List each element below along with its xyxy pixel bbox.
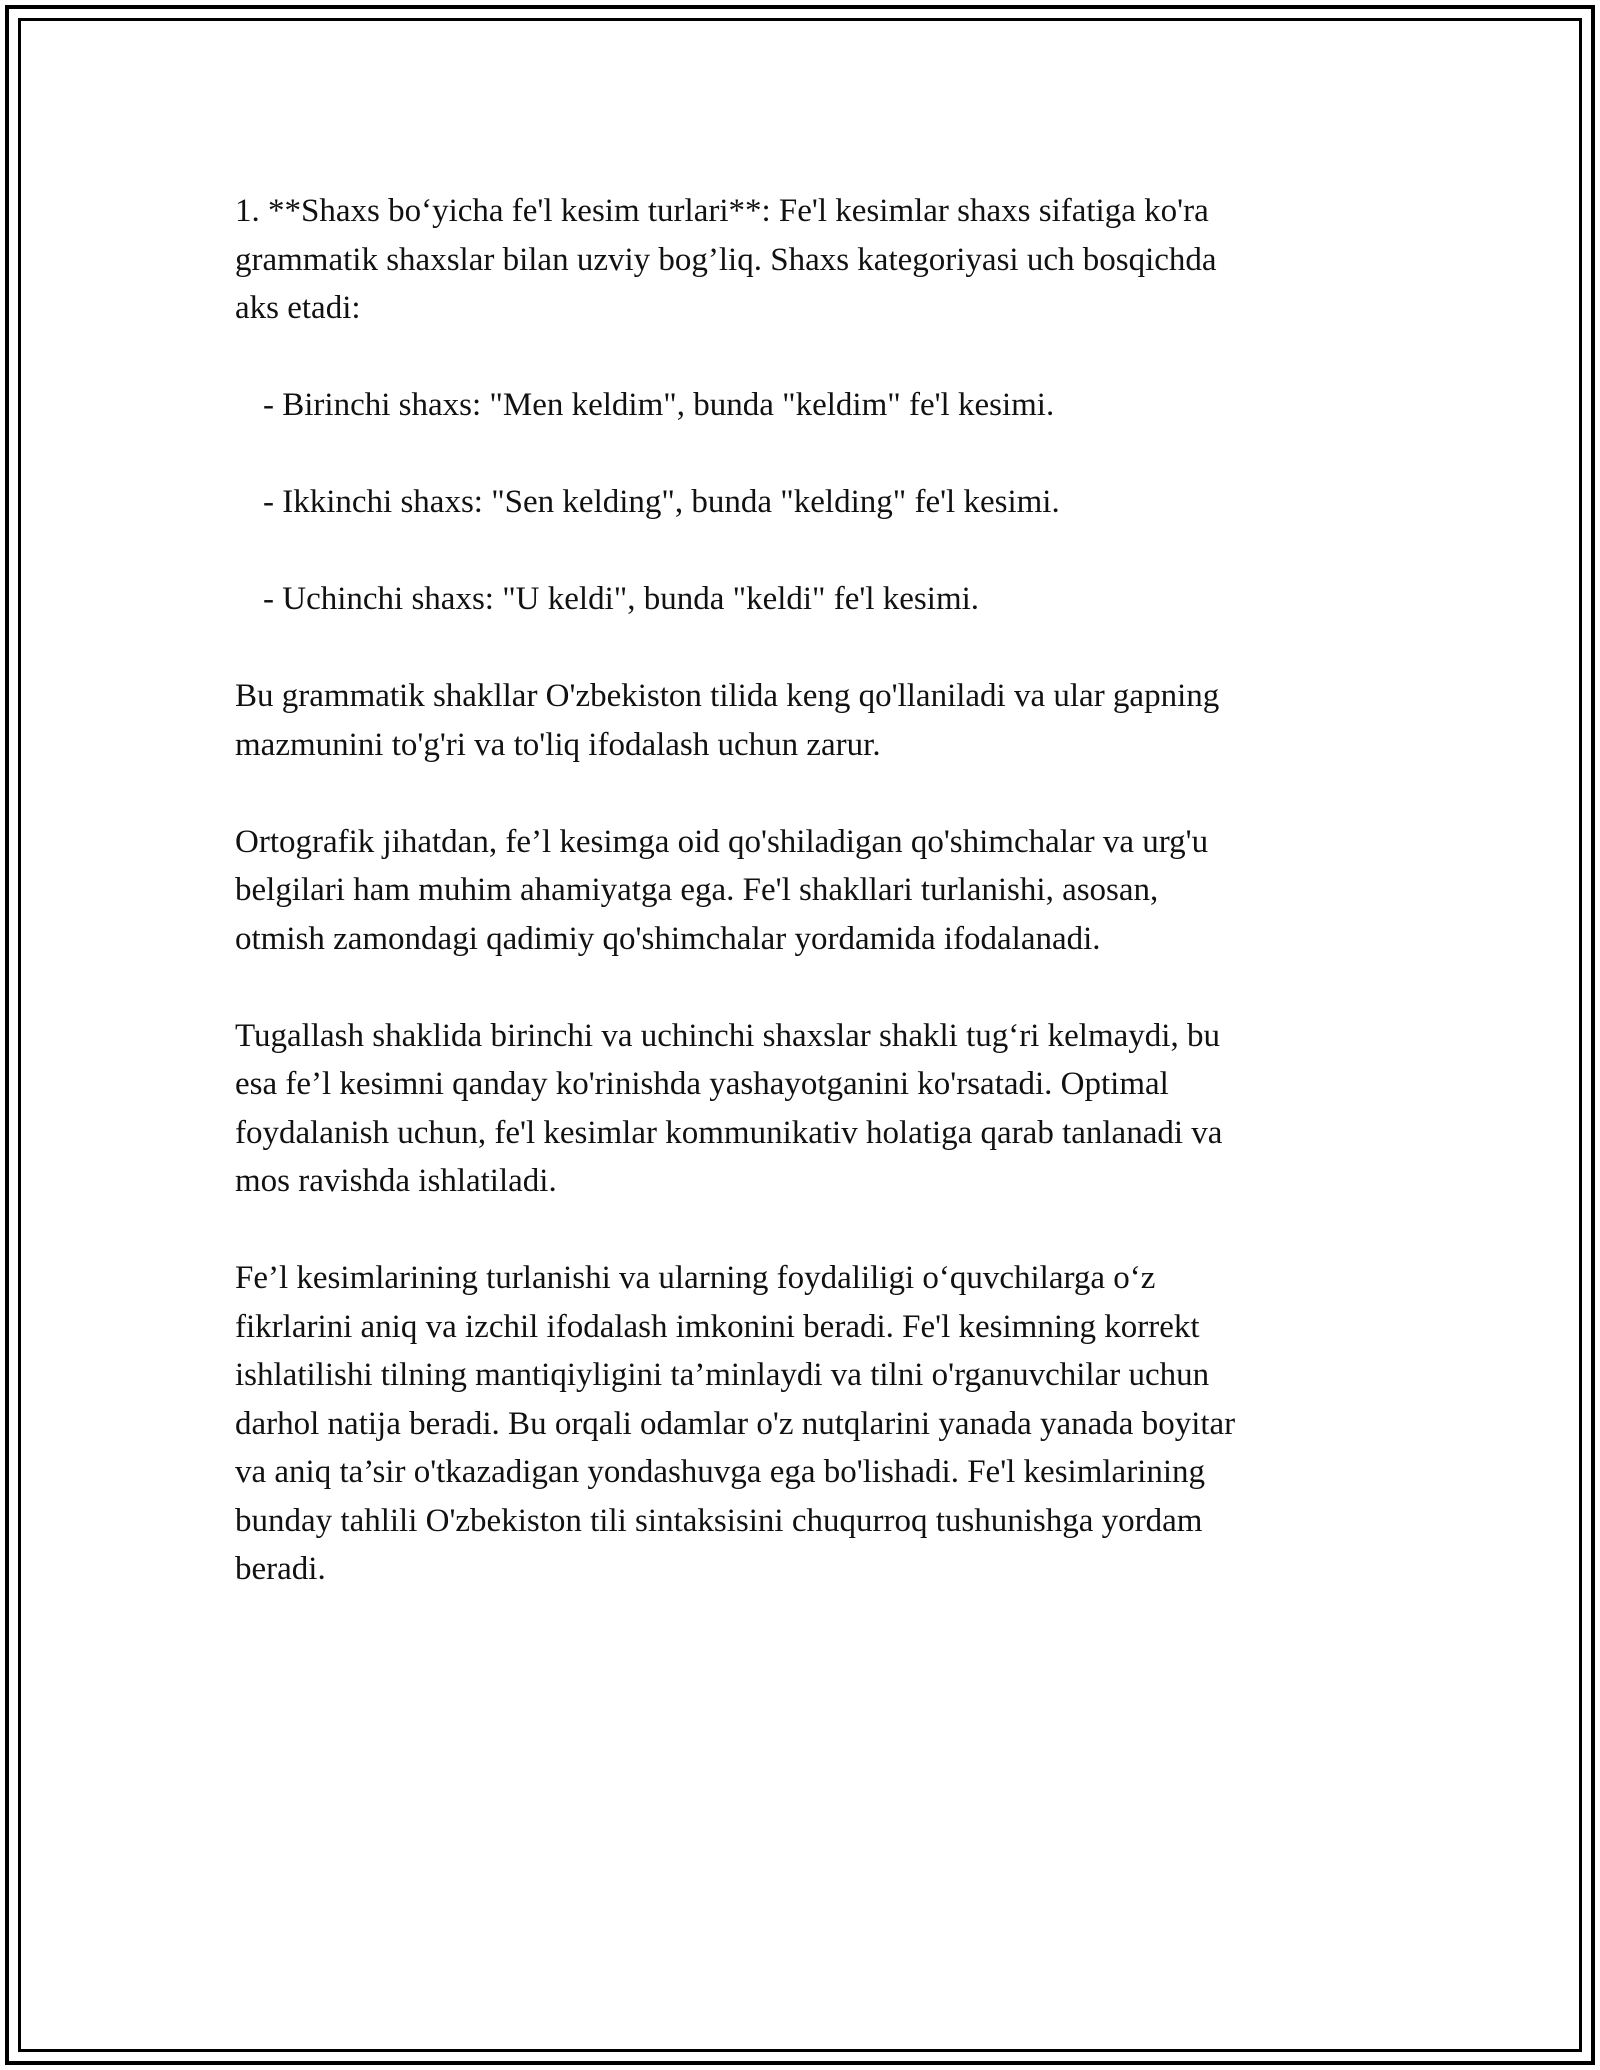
bullet-second-person: - Ikkinchi shaxs: "Sen kelding", bunda "kelding" fe'l kesimi. xyxy=(263,484,1060,520)
paragraph-gap xyxy=(235,430,1355,479)
paragraph-gap xyxy=(235,769,1355,818)
intro-paragraph xyxy=(235,187,1355,333)
text-line: Bu grammatik shakllar O'zbekiston tilida keng qo'llaniladi va ular gapning xyxy=(235,678,1220,714)
document-body xyxy=(235,187,1355,1594)
paragraph-gap xyxy=(235,963,1355,1012)
text-line: va aniq ta’sir o'tkazadigan yondashuvga ega bo'lishadi. Fe'l kesimlarining xyxy=(235,1454,1206,1490)
text-line: mazmunini to'g'ri va to'liq ifodalash uchun zarur. xyxy=(235,726,881,763)
text-line: ishlatilishi tilning mantiqiyligini ta’minlaydi va tilni o'rganuvchilar uchun xyxy=(235,1357,1210,1393)
paragraph-completion-form xyxy=(235,1012,1355,1206)
text-line: mos ravishda ishlatiladi. xyxy=(235,1163,557,1199)
bullet-third-person: - Uchinchi shaxs: "U keldi", bunda "keldi" fe'l kesimi. xyxy=(263,581,980,617)
text-line: aks etadi: xyxy=(235,290,361,326)
text-line: Fe’l kesimlarining turlanishi va ularning foydaliligi o‘quvchilarga o‘z xyxy=(235,1260,1156,1296)
text-line: 1. **Shaxs bo‘yicha fe'l kesim turlari**: Fe'l kesimlar shaxs sifatiga ko'ra xyxy=(235,193,1209,229)
paragraph-gap xyxy=(235,527,1355,576)
text-line: Ortografik jihatdan, fe’l kesimga oid qo'shiladigan qo'shimchalar va urg'u xyxy=(235,823,1209,860)
text-line: otmish zamondagi qadimiy qo'shimchalar yordamida ifodalanadi. xyxy=(235,920,1101,957)
text-line: foydalanish uchun, fe'l kesimlar kommunikativ holatiga qarab tanlanadi va xyxy=(235,1114,1223,1151)
paragraph-orthography xyxy=(235,818,1355,964)
text-line: belgilari ham muhim ahamiyatga ega. Fe'l shakllari turlanishi, asosan, xyxy=(235,872,1159,908)
text-line: beradi. xyxy=(235,1551,326,1587)
paragraph-gap xyxy=(235,624,1355,673)
text-line: Tugallash shaklida birinchi va uchinchi shaxslar shakli tug‘ri kelmaydi, bu xyxy=(235,1017,1220,1054)
text-line: esa fe’l kesimni qanday ko'rinishda yashayotganini ko'rsatadi. Optimal xyxy=(235,1066,1169,1102)
paragraph-gap xyxy=(235,1206,1355,1255)
paragraph-conclusion xyxy=(235,1254,1355,1594)
text-line: darhol natija beradi. Bu orqali odamlar o'z nutqlarini yanada yanada boyitar xyxy=(235,1405,1236,1442)
paragraph-gap xyxy=(235,333,1355,382)
bullet-first-person: - Birinchi shaxs: "Men keldim", bunda "keldim" fe'l kesimi. xyxy=(263,387,1055,423)
text-line: bunday tahlili O'zbekiston tili sintaksisini chuqurroq tushunishga yordam xyxy=(235,1502,1203,1539)
text-line: grammatik shaxslar bilan uzviy bog’liq. Shaxs kategoriyasi uch bosqichda xyxy=(235,241,1217,278)
text-line: fikrlarini aniq va izchil ifodalash imkonini beradi. Fe'l kesimning korrekt xyxy=(235,1308,1200,1345)
paragraph-usage xyxy=(235,672,1355,769)
